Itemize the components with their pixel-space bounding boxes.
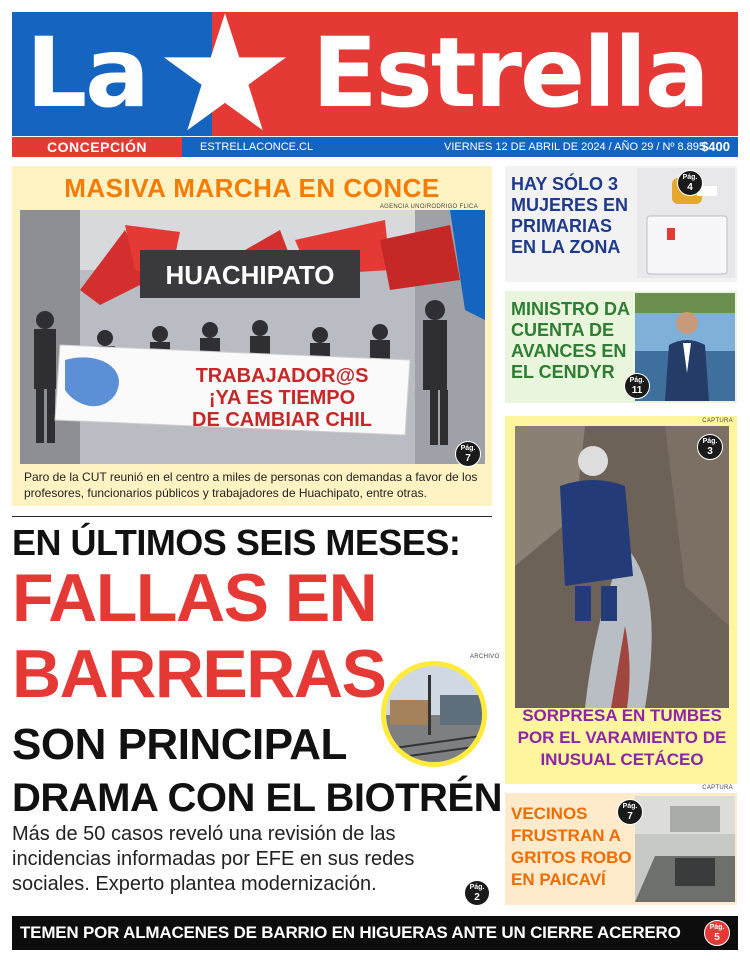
page-ref-badge[interactable]: Pág. 4 — [677, 170, 703, 196]
issue-date: VIERNES 12 DE ABRIL DE 2024 / AÑO 29 / Nº 8.895 — [444, 141, 706, 153]
info-bar — [12, 137, 738, 157]
photo-credit: CAPTURA — [702, 785, 733, 791]
page-ref-badge[interactable]: Pág. 7 — [617, 799, 643, 825]
bottom-headline[interactable]: TEMEN POR ALMACENES DE BARRIO EN HIGUERAS ANTE UN CIERRE ACERERO — [20, 923, 681, 942]
side-headline[interactable]: MINISTRO DA CUENTA DE AVANCES EN EL CENDYR — [511, 299, 630, 382]
website-url[interactable]: ESTRELLACONCE.CL — [200, 141, 314, 153]
march-caption: Paro de la CUT reunió en el centro a miles de personas con demandas a favor de los profesores, funcionarios públicos y trabajadores de Huachipato, entre otras. — [24, 470, 478, 500]
main-headline-black-2[interactable]: DRAMA CON EL BIOTRÉN — [12, 776, 502, 820]
sign-text: HUACHIPATO — [165, 260, 335, 290]
march-headline[interactable]: MASIVA MARCHA EN CONCE — [64, 173, 440, 203]
page-ref-badge[interactable]: Pág. 2 — [464, 880, 490, 906]
photo-credit: ARCHIVO — [470, 654, 500, 660]
banner-line-3: DE CAMBIAR CHIL — [192, 409, 372, 431]
minister-photo — [635, 293, 735, 401]
side-story-primaries[interactable] — [505, 166, 737, 282]
edition-city: CONCEPCIÓN — [12, 137, 182, 157]
main-kicker[interactable]: EN ÚLTIMOS SEIS MESES: — [12, 522, 461, 563]
side-story-paicavi[interactable] — [505, 785, 737, 905]
main-headline-black-1[interactable]: SON PRINCIPAL — [12, 720, 347, 769]
main-story-summary: Más de 50 casos reveló una revisión de las incidencias informadas por EFE en sus redes sociales. Experto plantea modernización. — [12, 823, 415, 895]
masthead — [12, 12, 738, 136]
section-divider — [12, 516, 492, 517]
banner-line-1: TRABAJADOR@S — [195, 365, 369, 387]
march-story[interactable] — [12, 166, 492, 506]
train-crossing-photo — [380, 660, 488, 768]
side-headline[interactable]: HAY SÓLO 3 MUJERES EN PRIMARIAS EN LA ZONA — [511, 174, 629, 257]
photo-credit: CAPTURA — [702, 418, 733, 424]
page-ref-badge[interactable]: Pág. 11 — [624, 373, 650, 399]
side-headline[interactable]: SORPRESA EN TUMBES POR EL VARAMIENTO DE INUSUAL CETÁCEO — [517, 706, 727, 769]
cetacean-photo — [515, 426, 729, 708]
side-story-cendyr[interactable] — [505, 291, 737, 403]
logo-estrella: Estrella — [312, 17, 708, 129]
photo-credit: AGENCIA UNO/RODRIGO FLICA — [379, 204, 478, 210]
security-camera-photo — [635, 796, 735, 902]
issue-price: $400 — [701, 139, 730, 154]
banner-line-2: ¡YA ES TIEMPO — [208, 387, 356, 409]
main-headline-red-1[interactable]: FALLAS EN — [12, 560, 377, 636]
bottom-story[interactable] — [12, 916, 738, 950]
side-story-cetacean[interactable] — [505, 416, 737, 784]
logo-la: La — [26, 17, 148, 129]
page-ref-badge[interactable]: Pág. 7 — [455, 441, 481, 467]
page-ref-badge[interactable]: Pág. 5 — [704, 920, 730, 946]
star-icon — [160, 12, 290, 136]
main-headline-red-2[interactable]: BARRERAS — [12, 636, 386, 712]
side-headline[interactable]: VECINOS FRUSTRAN A GRITOS ROBO EN PAICAVÍ — [511, 804, 632, 889]
march-photo — [20, 210, 485, 464]
page-ref-badge[interactable]: Pág. 3 — [697, 434, 723, 460]
